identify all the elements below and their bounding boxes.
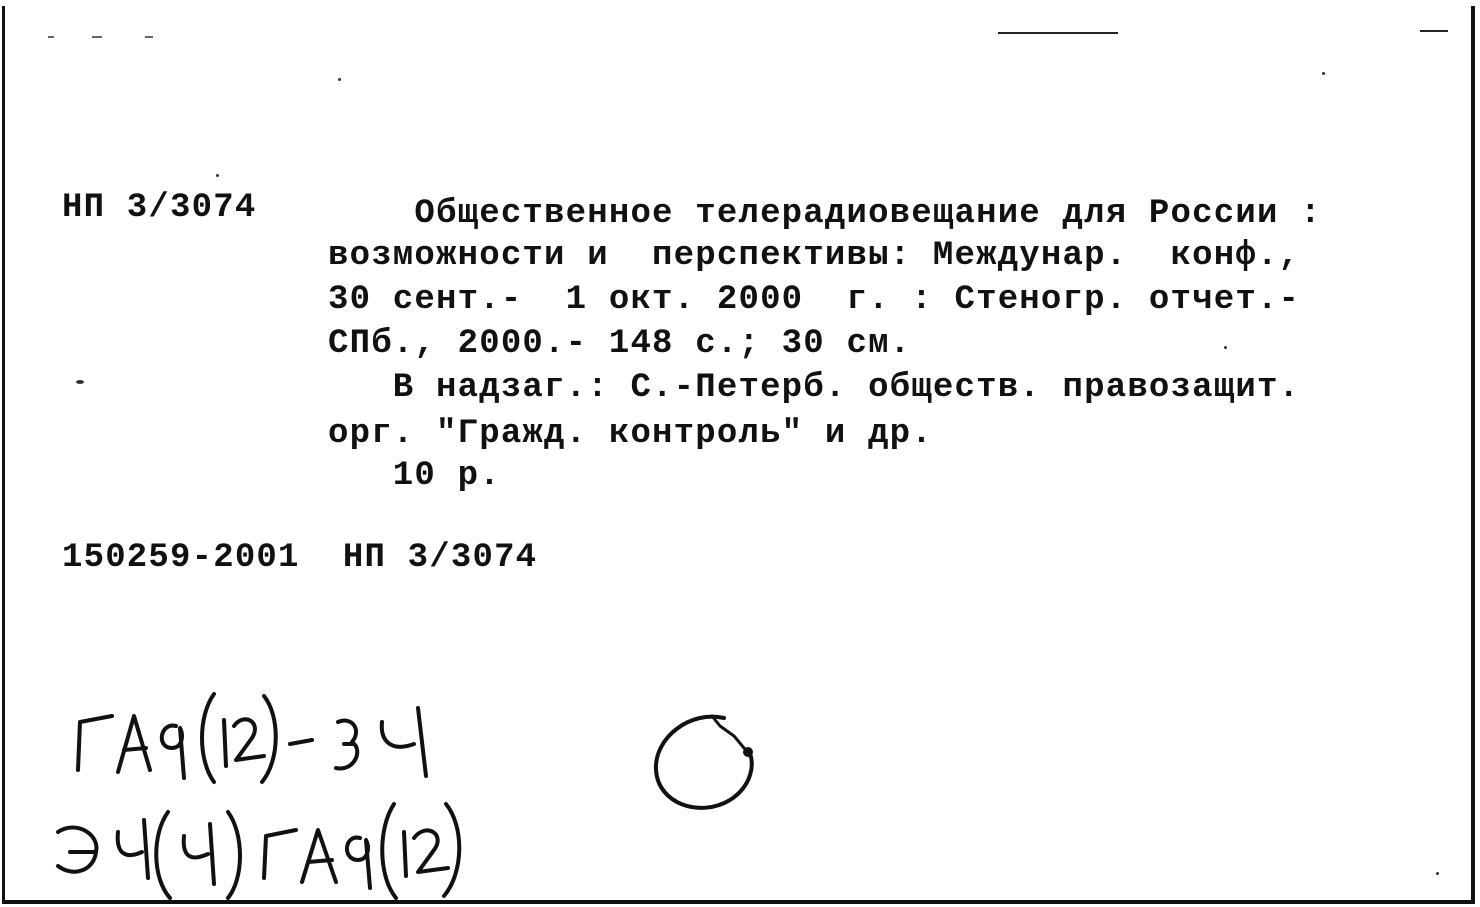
call-number: НП 3/3074 — [62, 189, 257, 227]
entry-line-4: СПб., 2000.- 148 с.; 30 см. — [328, 325, 912, 363]
accession-line: 150259-2001 НП 3/3074 — [62, 539, 538, 577]
speck — [216, 174, 219, 177]
entry-line-1: Общественное телерадиовещание для России : — [328, 195, 1322, 233]
hand-glyph — [78, 716, 112, 770]
entry-line-5: В надзаг.: С.-Петерб. обществ. правозащит. — [328, 369, 1301, 407]
entry-line-3: 30 сент.- 1 окт. 2000 г. : Стеногр. отчет.- — [328, 281, 1301, 319]
speck — [338, 78, 341, 81]
entry-line-6: орг. "Гражд. контроль" и др. — [328, 415, 933, 453]
entry-line-2: возможности и перспективы: Междунар. конф., — [328, 237, 1301, 275]
speck — [1224, 346, 1227, 349]
speck — [1436, 872, 1439, 875]
entry-line-7: 10 р. — [328, 457, 501, 495]
speck — [76, 380, 84, 384]
speck — [1322, 72, 1325, 75]
